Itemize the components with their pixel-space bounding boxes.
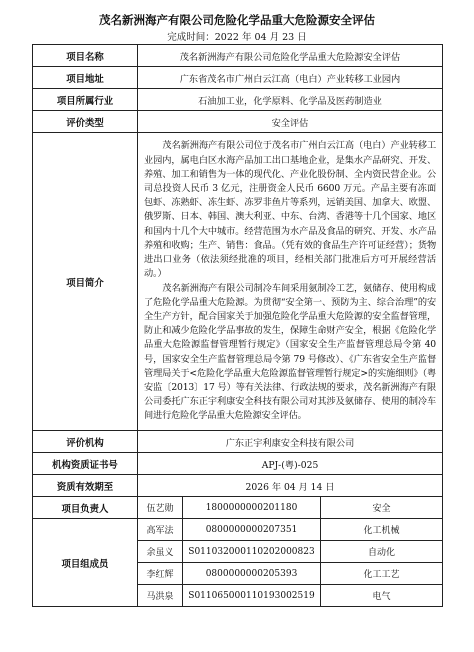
row-validity <box>33 475 443 497</box>
label-members: 项目组成员 <box>33 519 138 607</box>
document-title: 茂名新洲海产有限公司危险化学品重大危险源安全评估 <box>99 13 375 27</box>
completion-date: 完成时间：2022 年 04 月 23 日 <box>167 32 307 43</box>
evaluation-info-table <box>32 44 443 607</box>
label-summary: 项目简介 <box>33 133 138 431</box>
label-agency: 评价机构 <box>33 431 138 453</box>
row-eval-type <box>33 111 443 133</box>
value-validity: 2026 年 04 月 14 日 <box>138 475 443 497</box>
member-row <box>33 519 443 541</box>
member-cert: S011032000110202000823 <box>183 541 321 563</box>
leader-name: 伍艺勋 <box>138 497 183 519</box>
member-name: 马洪泉 <box>138 585 183 607</box>
member-cert: 0800000000207351 <box>183 519 321 541</box>
row-address <box>33 67 443 89</box>
row-leader <box>33 497 443 519</box>
label-industry: 项目所属行业 <box>33 89 138 111</box>
member-major: 自动化 <box>321 541 443 563</box>
label-project-name: 项目名称 <box>33 45 138 67</box>
value-cert: APJ-(粤)-025 <box>138 453 443 475</box>
row-cert <box>33 453 443 475</box>
member-name: 李红辉 <box>138 563 183 585</box>
row-summary <box>33 133 443 431</box>
value-address: 广东省茂名市广州白云江高（电白）产业转移工业园内 <box>138 67 443 89</box>
label-leader: 项目负责人 <box>33 497 138 519</box>
summary-paragraph-2: 茂名新洲海产有限公司制冷车间采用氨制冷工艺，氨储存、使用构成了危险化学品重大危险源。为贯彻“安全第一、预防为主、综合治理”的安全生产方针，配合国家关于加强危险化学品重大危险源的安全监督管理，防止和减少危险化学品事故的发生，保障生命财产安全，根据《危险化学品重大危险源监督管理暂行规定》（国家安全生产监督管理总局令第 40 号，国家安全生产监督管理总局令第 79 号修改）、《广东省安全生产监督管理局关于<危险化学品重大危险源监督管理暂行规定>的实施细则》（粤安监〔2013〕17 号）等有关法律、行政法规的要求，茂名新洲海产有限公司委托广东正宇利康安全科技有限公司对其涉及氨储存、使用的制冷车间进行危险化学品重大危险源安全评估。 <box>144 282 436 422</box>
value-agency: 广东正宇利康安全科技有限公司 <box>138 431 443 453</box>
value-summary <box>138 133 443 431</box>
label-cert: 机构资质证书号 <box>33 453 138 475</box>
member-major: 化工机械 <box>321 519 443 541</box>
member-name: 余虽义 <box>138 541 183 563</box>
leader-major: 安全 <box>321 497 443 519</box>
row-industry <box>33 89 443 111</box>
label-address: 项目地址 <box>33 67 138 89</box>
member-name: 高军法 <box>138 519 183 541</box>
member-major: 电气 <box>321 585 443 607</box>
label-validity: 资质有效期至 <box>33 475 138 497</box>
member-major: 化工工艺 <box>321 563 443 585</box>
value-project-name: 茂名新洲海产有限公司危险化学品重大危险源安全评估 <box>138 45 443 67</box>
row-agency <box>33 431 443 453</box>
member-cert: 0800000000205393 <box>183 563 321 585</box>
label-eval-type: 评价类型 <box>33 111 138 133</box>
row-project-name <box>33 45 443 67</box>
value-eval-type: 安全评估 <box>138 111 443 133</box>
member-cert: S011065000110193002519 <box>183 585 321 607</box>
value-industry: 石油加工业，化学原料、化学品及医药制造业 <box>138 89 443 111</box>
leader-cert: 1800000000201180 <box>183 497 321 519</box>
summary-paragraph-1: 茂名新洲海产有限公司位于茂名市广州白云江高（电白）产业转移工业园内，属电白区水海产品加工出口基地企业，是集水产品研究、开发、养殖、加工和销售为一体的现代化、产业化股份制、全内资民营企业。公司总投资人民币 3 亿元，注册资金人民币 6600 万元。产品主要有冻面包虾、冻熟虾、冻生虾、冻罗非鱼片等系列，远销美国、加拿大、欧盟、俄罗斯、日本、韩国、澳大利亚、中东、台湾、香港等十几个国家、地区和国内十几个大中城市。经营范围为水产品及食品的研究、开发、水产品养殖和收购；生产、销售：食品。（凭有效的食品生产许可证经营）；货物进出口业务（依法须经批准的项目，经相关部门批准后方可开展经营活动。） <box>144 140 436 280</box>
